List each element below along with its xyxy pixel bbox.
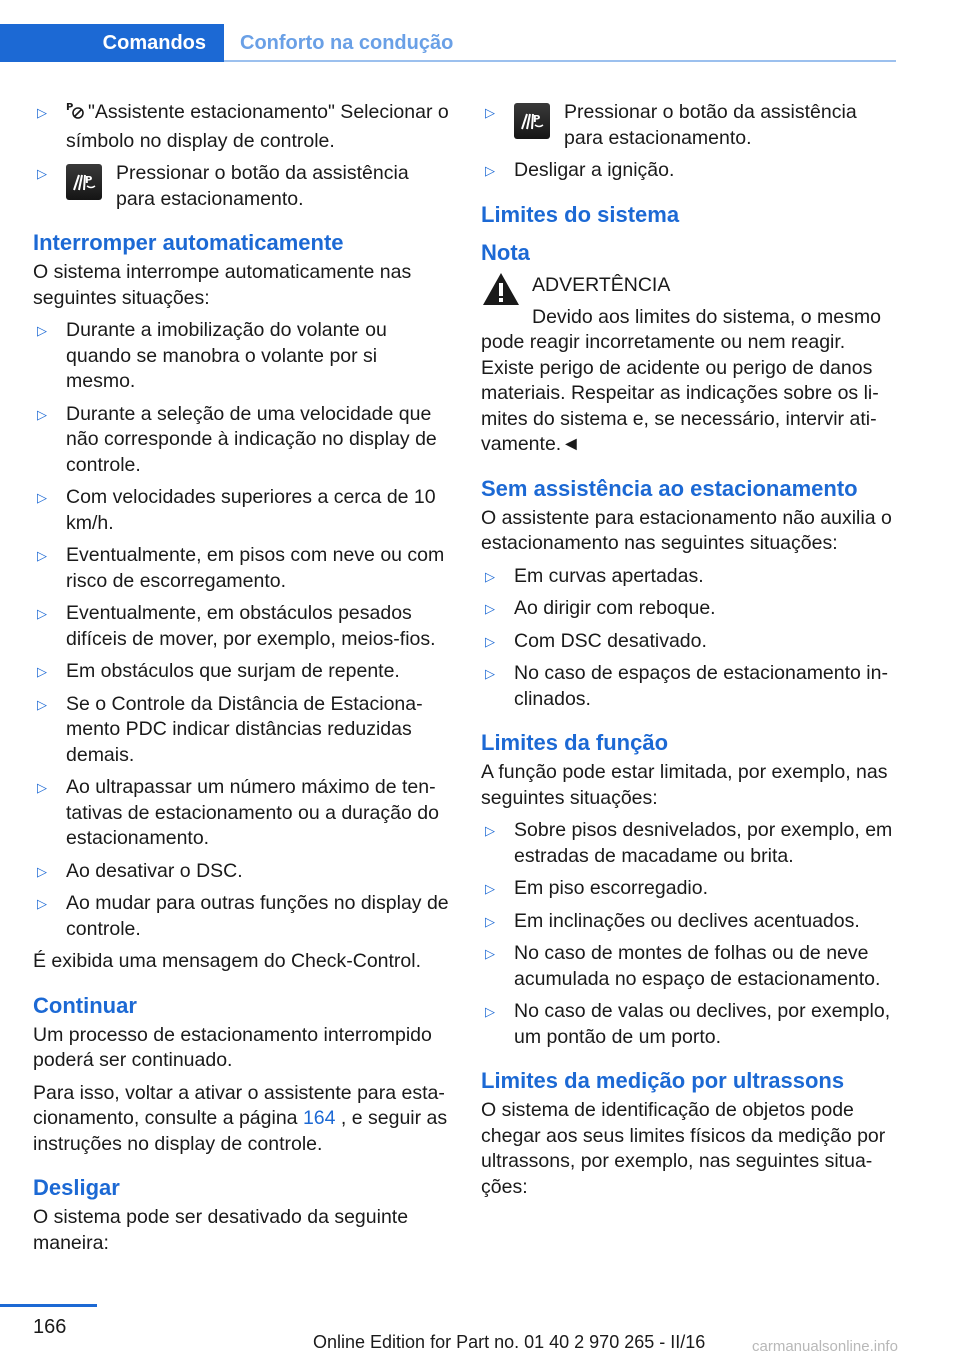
section-text: A função pode estar limitada, por exemplo, nas seguintes situações: bbox=[481, 761, 888, 809]
list-item: ▷ Com DSC desativado. bbox=[481, 629, 897, 655]
list-item: ▷ Ao dirigir com reboque. bbox=[481, 596, 897, 622]
svg-text:P: ▷ P bbox=[85, 175, 93, 186]
list-item-text: Pressionar o botão da assistência para estacionamento. bbox=[564, 101, 857, 149]
list-item: ▷ Eventualmente, em pisos com neve ou com risco de escorregamento. bbox=[33, 543, 449, 594]
section-text: O sistema pode ser desativado da seguinte maneira: bbox=[33, 1206, 409, 1254]
right-column bbox=[481, 100, 897, 1207]
section-title-continuar: Continuar bbox=[33, 992, 137, 1018]
list-item: ▷ Ao ultrapassar um número máximo de tentativas de estacionamento ou a duração do estacionamento. bbox=[33, 775, 449, 852]
list-item: ▷ Eventualmente, em obstáculos pesados difíceis de mover, por exemplo, meios-fios. bbox=[33, 601, 449, 652]
section-title-limites-medicao: Limites da medição por ultrassons bbox=[481, 1068, 845, 1093]
list-item: ▷ No caso de montes de folhas ou de neve acumulada no espaço de estacionamento. bbox=[481, 941, 897, 992]
parking-assistant-symbol-icon bbox=[66, 101, 88, 129]
list-item: ▷ Em piso escorregadio. bbox=[481, 876, 897, 902]
list-item: ▷ Ao mudar para outras funções no display de controle. bbox=[33, 891, 449, 942]
section-text: O sistema de identificação de objetos pode chegar aos seus limites físicos da medição por ultrassons, por exemplo, nas seguintes situações: bbox=[481, 1099, 886, 1198]
page-header bbox=[0, 24, 960, 62]
check-control-message: É exibida uma mensagem do Check-Control. bbox=[33, 950, 422, 972]
warning-box bbox=[481, 271, 897, 307]
list-item: ▷ Em inclinações ou declives acentuados. bbox=[481, 909, 897, 935]
list-item: ▷ No caso de valas ou declives, por exemplo, um pontão de um porto. bbox=[481, 999, 897, 1050]
tab-conforto-na-conducao[interactable]: Conforto na condução bbox=[240, 31, 454, 54]
section-text: O sistema interrompe automaticamente nas seguintes situações: bbox=[33, 261, 412, 309]
limites-funcao-list bbox=[481, 818, 897, 1050]
left-column bbox=[33, 100, 449, 1263]
section-title-desligar: Desligar bbox=[33, 1175, 120, 1200]
sem-assistencia-list bbox=[481, 564, 897, 713]
page-number: 166 bbox=[33, 1316, 67, 1338]
warning-triangle-icon bbox=[481, 271, 521, 307]
list-item: ▷ No caso de espaços de estacionamento inclinados. bbox=[481, 661, 897, 712]
list-item: ▷ Com velocidades superiores a cerca de 10 km/h. bbox=[33, 485, 449, 536]
section-text: Um processo de estacionamento interrompido poderá ser continuado. bbox=[33, 1023, 432, 1071]
page-link[interactable]: 164 bbox=[302, 1107, 336, 1129]
text-part: , e seguir as instruções no display de controle. bbox=[33, 1107, 448, 1155]
list-item-text: "Assistente estacionamento" Selecionar o símbolo no display de controle. bbox=[66, 101, 449, 152]
desligar-list bbox=[481, 100, 897, 184]
watermark: carmanualsonline.info bbox=[752, 1338, 898, 1355]
warning-title: ADVERTÊNCIA bbox=[532, 273, 671, 296]
section-title-interromper: Interromper automaticamente bbox=[33, 230, 344, 255]
parking-assist-button-icon bbox=[66, 164, 102, 200]
list-item bbox=[33, 161, 449, 212]
section-text: O assistente para estacionamento não auxilia o estacionamento nas seguintes situações: bbox=[481, 506, 892, 554]
list-item-text: Pressionar o botão da assistência para estacionamento. bbox=[116, 162, 409, 210]
list-item: ▷ Sobre pisos desnivelados, por exemplo, em estradas de macadame ou brita. bbox=[481, 818, 897, 869]
warning-text-content: Devido aos limites do sistema, o mesmo pode reagir incorretamente ou nem reagir. Existe perigo de acidente ou perigo de danos materiais. Respeitar as indicações sobre os limites do sistema e, se necessário, intervir ativamente.◄ bbox=[481, 305, 881, 455]
list-item bbox=[481, 100, 897, 151]
list-item: ▷ Em obstáculos que surjam de repente. bbox=[33, 659, 449, 685]
tab-comandos[interactable]: Comandos bbox=[0, 24, 224, 62]
svg-text:P: ▷ P bbox=[66, 102, 74, 113]
list-item: ▷ Se o Controle da Distância de Estacionamento PDC indicar distâncias reduzidas demais. bbox=[33, 692, 449, 769]
header-rule bbox=[224, 60, 896, 62]
section-text-with-link bbox=[33, 1081, 449, 1158]
text-part: Para isso, voltar a ativar o assistente para estacionamento, consulte a página bbox=[33, 1081, 445, 1129]
intro-list bbox=[33, 100, 449, 212]
edition-text: Online Edition for Part no. 01 40 2 970 265 - II/16 bbox=[313, 1332, 706, 1352]
svg-text:P: ▷ P bbox=[533, 114, 541, 125]
footer-rule bbox=[0, 1304, 97, 1307]
list-item: ▷ Durante a imobilização do volante ou quando se manobra o volante por si mesmo. bbox=[33, 318, 449, 395]
list-item: ▷ Desligar a ignição. bbox=[481, 158, 897, 184]
section-title-nota: Nota bbox=[481, 239, 530, 265]
section-title-limites-da-funcao: Limites da função bbox=[481, 730, 669, 755]
section-title-sem-assistencia: Sem assistência ao estacionamento bbox=[481, 475, 858, 501]
list-item: ▷ Durante a seleção de uma velocidade que não corresponde à indicação no display de controle. bbox=[33, 402, 449, 479]
list-item: ▷ Ao desativar o DSC. bbox=[33, 859, 449, 885]
list-item bbox=[33, 100, 449, 154]
warning-text bbox=[481, 305, 897, 458]
list-item: ▷ Em curvas apertadas. bbox=[481, 564, 897, 590]
section-title-limites-do-sistema: Limites do sistema bbox=[481, 201, 680, 227]
interromper-list bbox=[33, 318, 449, 942]
parking-assist-button-icon bbox=[514, 103, 550, 139]
